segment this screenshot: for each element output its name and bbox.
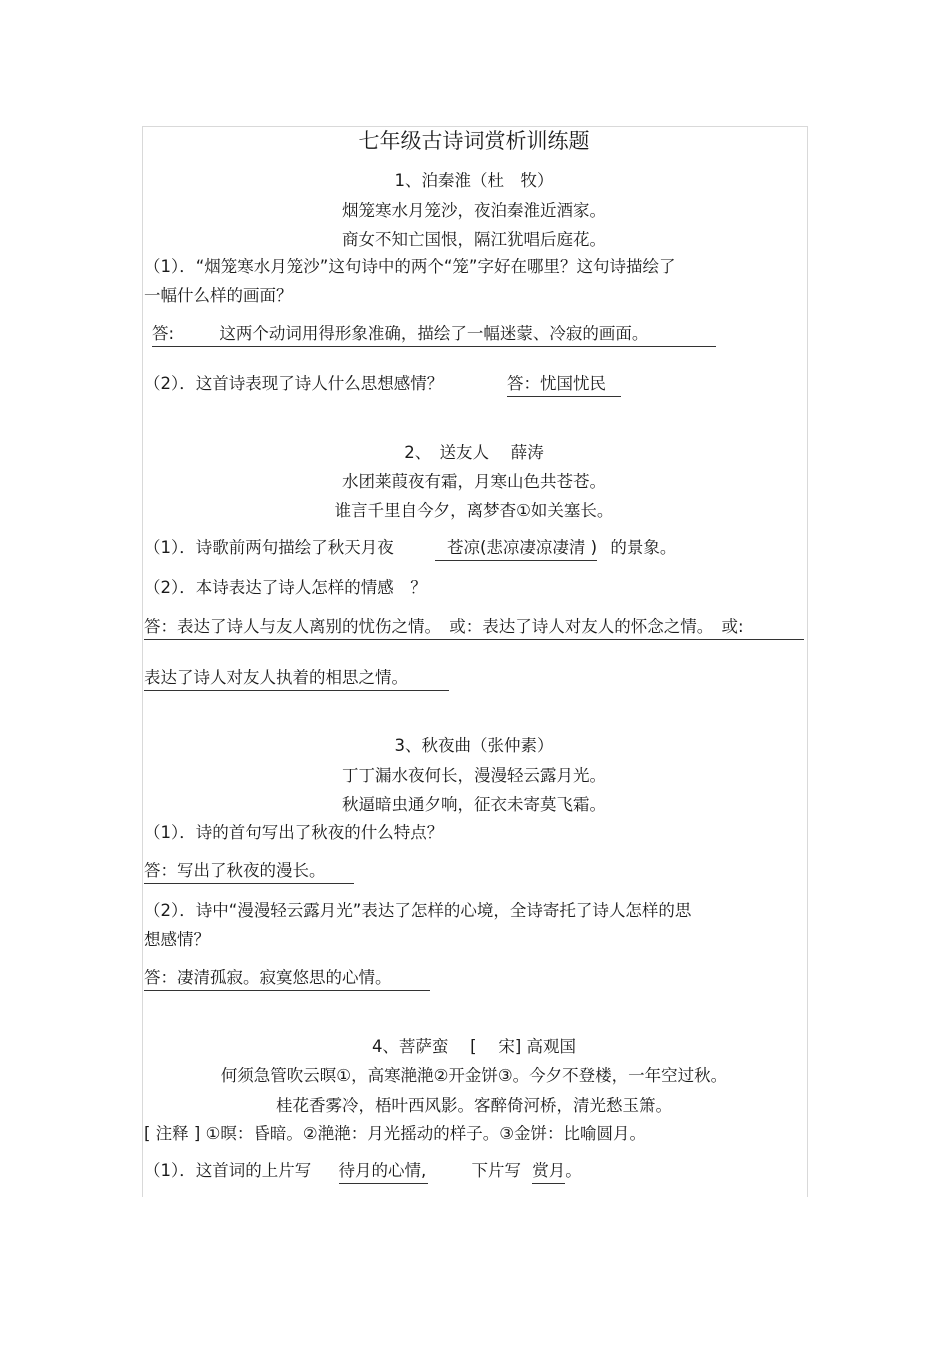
poem4-line1: 何须急管吹云暝①，高寒滟滟②开金饼③。今夕不登楼，一年空过秋。 bbox=[220, 1066, 728, 1085]
poem4-q1 bbox=[144, 1160, 582, 1184]
poem3-a1: 答：写出了秋夜的漫长。 bbox=[144, 860, 354, 884]
poem2-a2-line1: 答：表达了诗人与友人离别的忧伤之情。 或：表达了诗人对友人的怀念之情。 或: bbox=[144, 616, 804, 640]
poem4-heading: 4、菩萨蛮 [ 宋] 高观国 bbox=[371, 1037, 577, 1056]
poem1-q2: （2）．这首诗表现了诗人什么思想感情？ bbox=[144, 374, 444, 393]
poem3-line2: 秋逼暗虫通夕响，征衣未寄莫飞霜。 bbox=[342, 795, 606, 814]
poem2-a2-line2: 表达了诗人对友人执着的相思之情。 bbox=[144, 667, 449, 691]
poem1-line2: 商女不知亡国恨，隔江犹唱后庭花。 bbox=[342, 230, 606, 249]
poem2-q2: （2）．本诗表达了诗人怎样的情感 ？ bbox=[144, 578, 427, 597]
poem4-line2: 桂花香雾冷，梧叶西风影。客醉倚河桥，清光愁玉箫。 bbox=[276, 1096, 672, 1115]
poem2-q1-answer: 苍凉(悲凉凄凉凄清 ) bbox=[435, 537, 597, 561]
poem2-q1-post: 的景象。 bbox=[610, 538, 677, 557]
poem3-q2-line2: 想感情？ bbox=[144, 930, 210, 949]
poem4-q1-answer2: 赏月 bbox=[532, 1160, 565, 1184]
poem4-note: [ 注释 ] ①暝：昏暗。②滟滟：月光摇动的样子。③金饼：比喻圆月。 bbox=[144, 1124, 646, 1143]
poem1-line1: 烟笼寒水月笼沙，夜泊秦淮近酒家。 bbox=[342, 201, 606, 220]
poem1-heading: 1、泊秦淮（杜 牧） bbox=[394, 171, 554, 190]
poem3-q2-line1: （2）．诗中“漫漫轻云露月光”表达了怎样的心境，全诗寄托了诗人怎样的思 bbox=[144, 901, 692, 920]
poem1-q1-line1: （1）．“烟笼寒水月笼沙”这句诗中的两个“笼”字好在哪里？这句诗描绘了 bbox=[144, 257, 676, 276]
poem2-q1 bbox=[144, 537, 676, 561]
poem3-a2: 答：凄清孤寂。寂寞悠思的心情。 bbox=[144, 967, 430, 991]
poem3-line1: 丁丁漏水夜何长，漫漫轻云露月光。 bbox=[342, 766, 606, 785]
poem2-line2: 谁言千里自今夕，离梦杳①如关塞长。 bbox=[334, 501, 614, 520]
poem4-q1-end: 。 bbox=[565, 1161, 582, 1180]
answer-label: 答: bbox=[152, 324, 175, 343]
page-title: 七年级古诗词赏析训练题 bbox=[358, 129, 590, 153]
poem1-a1 bbox=[152, 323, 716, 347]
poem1-q1-line2: 一幅什么样的画面？ bbox=[144, 286, 293, 305]
poem4-q1-answer1: 待月的心情, bbox=[339, 1160, 429, 1184]
poem3-heading: 3、秋夜曲（张仲素） bbox=[394, 736, 554, 755]
poem3-q1: （1）．诗的首句写出了秋夜的什么特点？ bbox=[144, 823, 444, 842]
poem2-line1: 水团莱葭夜有霜，月寒山色共苍苍。 bbox=[342, 472, 606, 491]
poem1-a2: 答：忧国忧民 bbox=[507, 373, 621, 397]
poem2-heading: 2、 送友人 薛涛 bbox=[404, 443, 544, 462]
poem1-a1-text: 这两个动词用得形象准确，描绘了一幅迷蒙、冷寂的画面。 bbox=[219, 324, 649, 343]
poem4-q1-mid: 下片写 bbox=[471, 1161, 521, 1180]
poem4-q1-pre: （1）．这首词的上片写 bbox=[144, 1161, 312, 1180]
poem2-q1-pre: （1）．诗歌前两句描绘了秋天月夜 bbox=[144, 538, 394, 557]
